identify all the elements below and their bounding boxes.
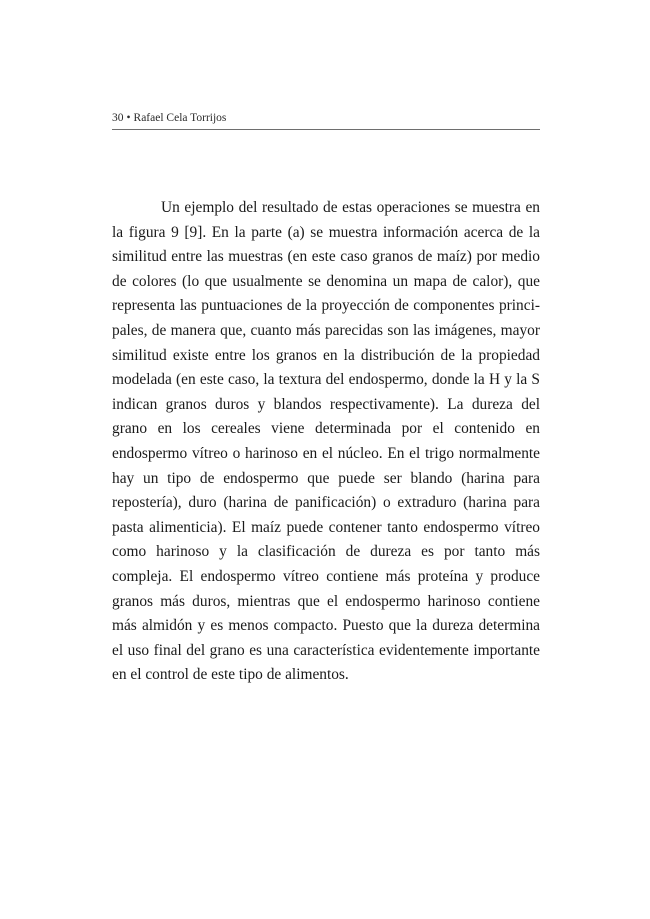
running-header bbox=[112, 111, 540, 130]
author-name: Rafael Cela Torrijos bbox=[133, 112, 227, 124]
page-number: 30 bbox=[112, 112, 124, 124]
header-separator: • bbox=[126, 112, 131, 124]
body-paragraph: Un ejemplo del resultado de estas operaciones se muestra en la figura 9 [9]. En la parte (a) se muestra información acerca de la similitud entre las muestras (en este caso granos de maíz) por medio de colores (lo que usualmente se denomina un mapa de calor), que representa las puntuaciones de la proyección de componentes principales, de manera que, cuanto más parecidas son las imágenes, mayor similitud existe entre los granos en la distribución de la propiedad modelada (en este caso, la textura del endospermo, donde la H y la S indican granos duros y blandos respectivamente). La dureza del grano en los cereales viene determinada por el contenido en endospermo vítreo o harinoso en el núcleo. En el trigo normalmente hay un tipo de endospermo que puede ser blando (harina para repostería), duro (harina de panificación) o extraduro (harina para pasta alimenticia). El maíz puede contener tanto endospermo vítreo como harinoso y la clasificación de dureza es por tanto más compleja. El endospermo vítreo contiene más proteína y produce granos más duros, mientras que el endospermo harinoso contiene más almidón y es menos compacto. Puesto que la dureza determina el uso final del grano es una característica evidentemente importante en el control de este tipo de alimentos. bbox=[112, 199, 540, 684]
